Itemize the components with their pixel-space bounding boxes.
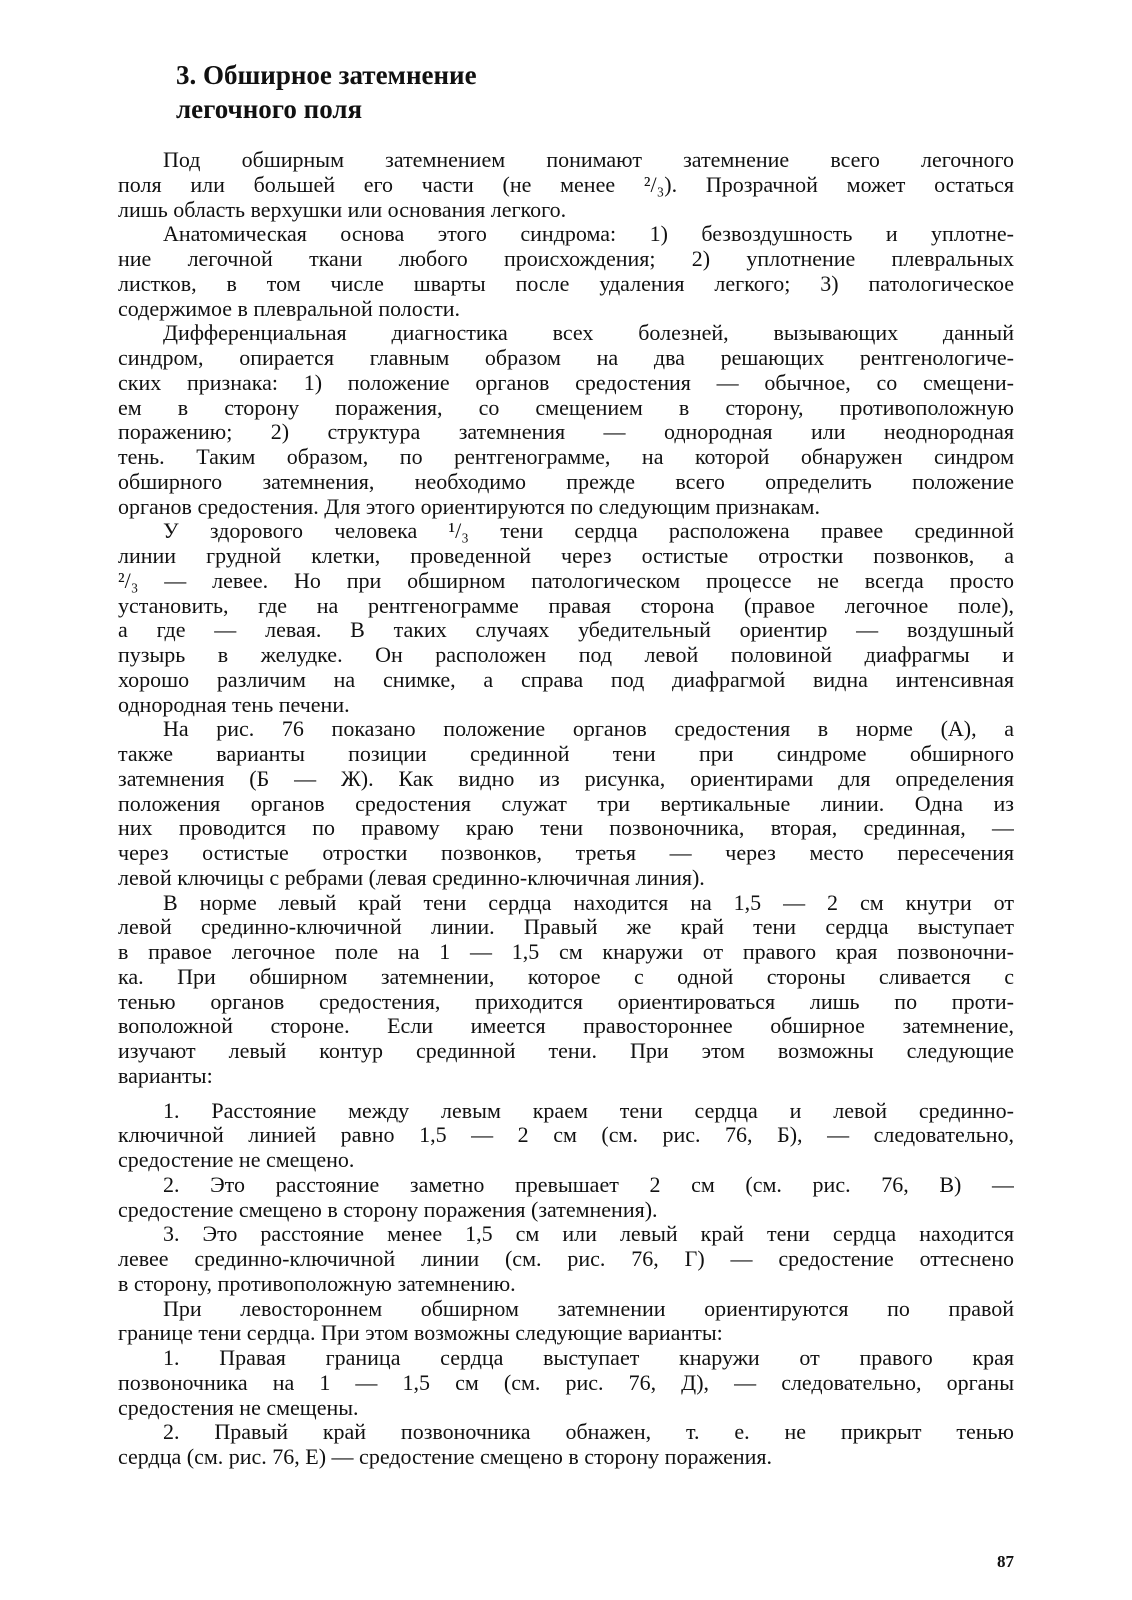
- text-line: 2. Правый край позвоночника обнажен, т. е. не прикрыт тенью: [163, 1420, 1014, 1445]
- text-line: лишь область верхушки или основания легкого.: [118, 197, 567, 222]
- text-line: синдром, опирается главным образом на два решающих рентгенологиче-: [118, 346, 1014, 370]
- text-line: 1. Расстояние между левым краем тени сердца и левой срединно-: [163, 1098, 1014, 1123]
- text-line: левой срединно-ключичной линии. Правый же край тени сердца выступает: [118, 915, 1014, 940]
- text-line: При левостороннем обширном затемнении ориентируются по правой: [163, 1296, 1014, 1321]
- text-line: в сторону, противоположную затемнению.: [118, 1271, 516, 1296]
- text-line: органов средостения. Для этого ориентируются по следующим признакам.: [118, 494, 820, 519]
- text-line: поля или большей его части (не менее ²/₃). Прозрачной может остаться: [118, 172, 1014, 197]
- text-line: содержимое в плевральной полости.: [118, 296, 460, 321]
- text-line: затемнения (Б — Ж). Как видно из рисунка, ориентирами для определения: [118, 766, 1014, 791]
- text-line: ²/₃ — левее. Но при обширном патологическом процессе не всегда просто: [118, 568, 1014, 593]
- text-line: средостения не смещены.: [118, 1395, 359, 1420]
- text-line: ем в сторону поражения, со смещением в сторону, противоположную: [118, 395, 1014, 420]
- text-line: а где — левая. В таких случаях убедительный ориентир — воздушный: [118, 618, 1014, 643]
- text-line: позвоночника на 1 — 1,5 см (см. рис. 76, Д), — следовательно, органы: [118, 1370, 1014, 1395]
- text-line: 1. Правая граница сердца выступает кнаружи от правого края: [163, 1346, 1014, 1370]
- text-line: линии грудной клетки, проведенной через остистые отростки позвонков, а: [118, 544, 1014, 568]
- text-line: изучают левый контур срединной тени. При этом возможны следующие: [118, 1039, 1014, 1063]
- text-line: через остистые отростки позвонков, третья — через место пересечения: [118, 841, 1014, 865]
- text-line: 2. Это расстояние заметно превышает 2 см (см. рис. 76, В) —: [163, 1172, 1014, 1197]
- heading-line-2: легочного поля: [176, 94, 363, 124]
- text-line: В норме левый край тени сердца находится на 1,5 — 2 см кнутри от: [163, 890, 1014, 915]
- page-number: 87: [997, 1552, 1014, 1571]
- text-line: варианты:: [118, 1063, 213, 1088]
- text-line: тенью органов средостения, приходится ориентироваться лишь по проти-: [118, 989, 1014, 1014]
- text-line: левее срединно-ключичной линии (см. рис. 76, Г) — средостение оттеснено: [118, 1247, 1014, 1271]
- text-line: ние легочной ткани любого происхождения; 2) уплотнение плевральных: [118, 247, 1014, 271]
- text-line: однородная тень печени.: [118, 692, 350, 717]
- text-line: Анатомическая основа этого синдрома: 1) безвоздушность и уплотне-: [163, 222, 1014, 247]
- text-line: поражению; 2) структура затемнения — однородная или неоднородная: [118, 420, 1014, 445]
- text-line: ключичной линией равно 1,5 — 2 см (см. рис. 76, Б), — следовательно,: [118, 1123, 1014, 1148]
- text-line: пузырь в желудке. Он расположен под левой половиной диафрагмы и: [118, 643, 1014, 667]
- text-line: ка. При обширном затемнении, которое с одной стороны сливается с: [118, 964, 1014, 989]
- text-line: в правое легочное поле на 1 — 1,5 см кнаружи от правого края позвоночни-: [118, 940, 1014, 964]
- text-line: границе тени сердца. При этом возможны следующие варианты:: [118, 1321, 723, 1346]
- text-line: У здорового человека ¹/₃ тени сердца расположена правее срединной: [163, 519, 1014, 544]
- text-line: листков, в том числе шварты после удаления легкого; 3) патологическое: [118, 271, 1014, 296]
- text-line: воположной стороне. Если имеется правостороннее обширное затемнение,: [118, 1014, 1014, 1039]
- text-line: ских признака: 1) положение органов средостения — обычное, со смещени-: [118, 370, 1014, 395]
- text-line: Под обширным затемнением понимают затемнение всего легочного: [163, 148, 1014, 172]
- text-line: положения органов средостения служат три вертикальные линии. Одна из: [118, 791, 1014, 816]
- text-line: средостение не смещено.: [118, 1148, 355, 1172]
- heading-line-1: 3. Обширное затемнение: [176, 60, 477, 90]
- text-line: На рис. 76 показано положение органов средостения в норме (А), а: [163, 717, 1014, 742]
- paragraph-gap: [118, 1089, 1014, 1099]
- text-line: них проводится по правому краю тени позвоночника, вторая, срединная, —: [118, 816, 1014, 841]
- text-line: левой ключицы с ребрами (левая срединно-ключичная линия).: [118, 865, 705, 890]
- text-line: также варианты позиции срединной тени при синдроме обширного: [118, 742, 1014, 766]
- text-line: сердца (см. рис. 76, Е) — средостение смещено в сторону поражения.: [118, 1445, 773, 1469]
- body-text: [118, 148, 1014, 1470]
- text-line: средостение смещено в сторону поражения (затемнения).: [118, 1197, 658, 1222]
- text-line: установить, где на рентгенограмме правая сторона (правое легочное поле),: [118, 593, 1014, 618]
- text-line: хорошо различим на снимке, а справа под диафрагмой видна интенсивная: [118, 667, 1014, 692]
- text-line: обширного затемнения, необходимо прежде всего определить положение: [118, 469, 1014, 494]
- text-line: тень. Таким образом, по рентгенограмме, на которой обнаружен синдром: [118, 445, 1014, 469]
- section-heading: [176, 58, 477, 126]
- text-line: 3. Это расстояние менее 1,5 см или левый край тени сердца находится: [163, 1222, 1014, 1247]
- text-line: Дифференциальная диагностика всех болезней, вызывающих данный: [163, 321, 1014, 346]
